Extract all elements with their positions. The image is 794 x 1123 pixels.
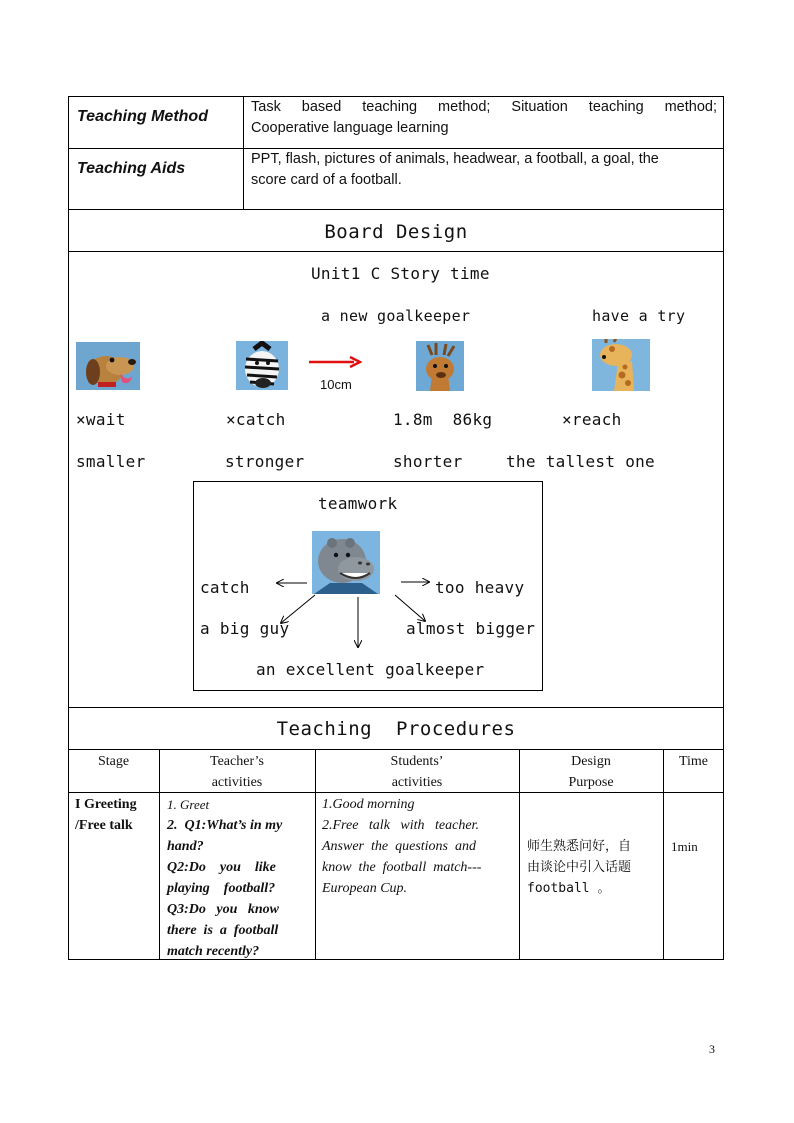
aids-label: Teaching Aids (77, 160, 186, 177)
teamwork-too-heavy: too heavy (435, 578, 525, 597)
method-label: Teaching Method (77, 108, 208, 125)
stage-line2: /Free talk (75, 818, 133, 833)
teamwork-almost-bigger: almost bigger (406, 619, 536, 638)
row1-reach: ×reach (562, 410, 622, 429)
aids-line1: PPT, flash, pictures of animals, headwear, a football, a goal, the (251, 151, 659, 167)
board-heading: Board Design (324, 221, 468, 243)
zebra-icon (236, 341, 288, 390)
procedures-heading: Teaching Procedures (276, 718, 516, 740)
header-time: Time (678, 754, 709, 769)
header-design-1: Design (571, 754, 611, 769)
aids-line2: score card of a football. (251, 172, 402, 188)
teacher-q3c: match recently? (167, 944, 260, 959)
students-line5: European Cup. (322, 881, 408, 896)
red-arrow-icon (308, 355, 362, 369)
teacher-q1b: hand? (167, 839, 204, 854)
stage-line1: I Greeting (75, 797, 137, 812)
header-students-2: activities (391, 775, 443, 790)
header-teacher-1: Teacher’s (210, 754, 264, 769)
new-goalkeeper-text: a new goalkeeper (321, 307, 471, 325)
have-a-try-text: have a try (592, 307, 686, 325)
header-stage: Stage (97, 754, 130, 769)
header-teacher-2: activities (211, 775, 263, 790)
dog-icon (76, 342, 140, 390)
teamwork-title: teamwork (318, 494, 398, 513)
page-number: 3 (709, 1042, 715, 1056)
method-line1: Task based teaching method; Situation teaching method; (251, 99, 717, 115)
teamwork-catch: catch (200, 578, 250, 597)
teamwork-big-guy: a big guy (200, 619, 290, 638)
teacher-q2a: Q2:Do you like (167, 860, 276, 875)
deer-icon (416, 341, 464, 391)
teacher-q2b: playing football? (167, 881, 276, 896)
row2-tallest: the tallest one (506, 452, 655, 471)
row1-catch: ×catch (226, 410, 286, 429)
arrow-label: 10cm (320, 377, 352, 392)
teacher-greet: 1. Greet (167, 797, 210, 812)
students-line3: Answer the questions and (322, 839, 476, 854)
header-students-1: Students’ (390, 754, 444, 769)
row2-shorter: shorter (393, 452, 463, 471)
row2-smaller: smaller (76, 452, 146, 471)
design-line2: 由谈论中引入话题 (527, 860, 632, 875)
students-line2: 2.Free talk with teacher. (322, 818, 479, 833)
students-line4: know the football match--- (322, 860, 482, 875)
teacher-q3a: Q3:Do you know (167, 902, 280, 917)
label-divider (243, 96, 244, 210)
teamwork-excellent: an excellent goalkeeper (256, 660, 485, 679)
row1-wait: ×wait (76, 410, 126, 429)
time-value: 1min (671, 839, 698, 854)
design-line3: football 。 (527, 881, 611, 896)
col-divider-4 (663, 749, 664, 960)
row2-stronger: stronger (225, 452, 305, 471)
row1-measure: 1.8m 86kg (393, 410, 493, 429)
teacher-q3b: there is a football (167, 923, 279, 938)
teacher-q1a: 2. Q1:What’s in my (167, 818, 283, 833)
giraffe-icon (592, 339, 650, 391)
header-design-2: Purpose (568, 775, 614, 790)
board-title: Unit1 C Story time (311, 264, 490, 283)
method-line2: Cooperative language learning (251, 120, 449, 136)
design-line1: 师生熟悉问好，自 (527, 839, 632, 854)
students-line1: 1.Good morning (322, 797, 415, 812)
